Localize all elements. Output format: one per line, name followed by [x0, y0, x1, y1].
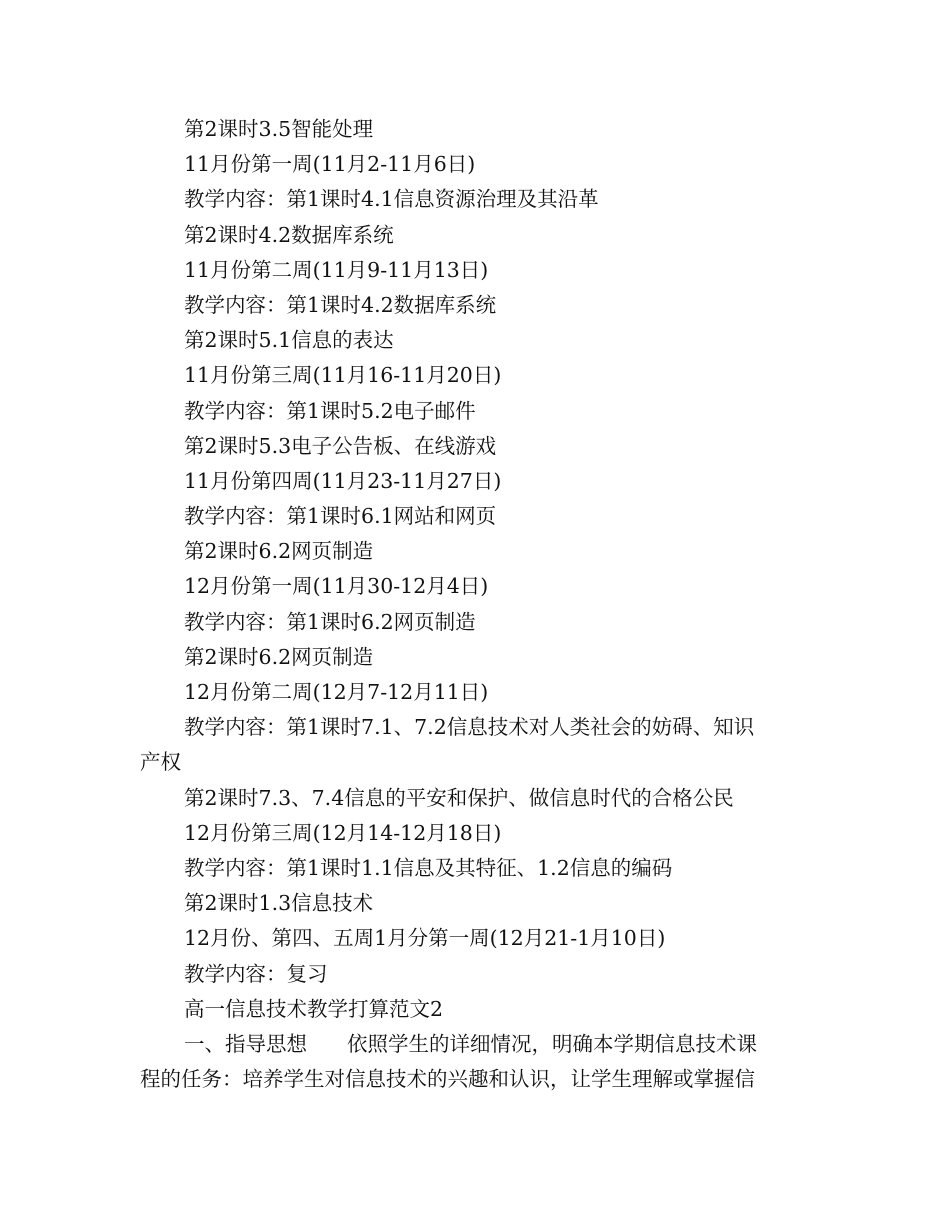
text-line: 教学内容：第1课时6.1网站和网页	[184, 504, 497, 529]
text-line: 12月份第二周(12月7-12月11日)	[184, 680, 489, 704]
text-line: 第2课时4.2数据库系统	[184, 222, 394, 247]
text-line: 第2课时1.3信息技术	[184, 891, 374, 916]
text-line: 第2课时6.2网页制造	[184, 539, 374, 564]
section-title: 高一信息技术教学打算范文2	[184, 996, 444, 1021]
guiding-paragraph-continuation: 程的任务：培养学生对信息技术的兴趣和认识，让学生理解或掌握信	[140, 1067, 755, 1092]
text-line: 教学内容：第1课时6.2网页制造	[184, 609, 476, 634]
text-line: 第2课时5.3电子公告板、在线游戏	[184, 433, 497, 458]
document-body	[140, 112, 812, 1097]
text-line: 11月份第四周(11月23-11月27日)	[184, 468, 502, 493]
text-line: 11月份第一周(11月2-11月6日)	[184, 152, 476, 177]
text-line: 12月份、第四、五周1月分第一周(12月21-1月10日)	[184, 926, 666, 951]
text-line: 11月份第二周(11月9-11月13日)	[184, 257, 489, 282]
text-line: 第2课时6.2网页制造	[184, 644, 374, 669]
guiding-heading: 一、指导思想	[184, 1031, 307, 1056]
text-line: 12月份第三周(12月14-12月18日)	[184, 820, 502, 845]
text-line: 11月份第三周(11月16-11月20日)	[184, 363, 502, 388]
text-line: 教学内容：第1课时5.2电子邮件	[184, 398, 476, 423]
text-line: 第2课时3.5智能处理	[184, 117, 374, 141]
text-line: 教学内容：第1课时4.2数据库系统	[184, 292, 497, 317]
guiding-paragraph-first-line	[140, 1027, 812, 1062]
text-line: 教学内容：第1课时4.1信息资源治理及其沿革	[184, 187, 599, 212]
text-line: 教学内容：复习	[184, 961, 328, 986]
text-line-continuation: 产权	[140, 750, 181, 775]
text-line: 第2课时7.3、7.4信息的平安和保护、做信息时代的合格公民	[184, 785, 734, 810]
text-line: 12月份第一周(11月30-12月4日)	[184, 574, 489, 599]
text-line: 教学内容：第1课时7.1、7.2信息技术对人类社会的妨碍、知识	[184, 715, 755, 740]
text-line: 第2课时5.1信息的表达	[184, 328, 394, 353]
text-line: 教学内容：第1课时1.1信息及其特征、1.2信息的编码	[184, 855, 673, 880]
guiding-text: 依照学生的详细情况，明确本学期信息技术课	[347, 1031, 757, 1056]
